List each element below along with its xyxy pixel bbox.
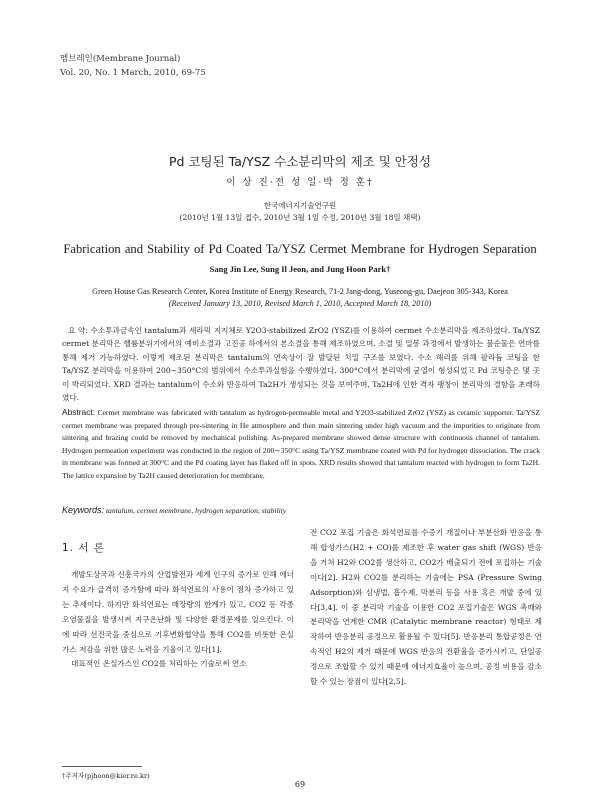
abstract-korean (62, 324, 540, 404)
abstract-english-text: Cermet membrane was fabricated with tantalum as hydrogen-permeable metal and Y2O3-stabilized ZrO2 (YSZ) as ceramic supporter. Ta/YSZ cermet membrane was prepared through pre-sintering in He atmosphere and then main sintering under high vacuum and the impurities to originate from sintering and brazing could be removed by mechanical polishing. As-prepared membrane showed dense structure with continuous channel of tantalum. Hydrogen permeation experiment was conducted in the region of 200∼350°C using Ta/YSZ membrane coated with Pd for hydrogen dissociation. The crack in membrane was formed at 300°C and the Pd coating layer has flaked off in spots. XRD results showed that tantalum reacted with hydrogen to form Ta2H. The lattice expansion by Ta2H caused deterioration for membrane. (62, 408, 541, 480)
affiliation-english: Green House Gas Research Center, Korea Institute of Energy Research, 71-2 Jang-dong, Yuseong-gu, Daejeon 305-343, Korea (92, 287, 508, 296)
abstract-english-label: Abstract: (62, 407, 96, 417)
intro-paragraph-3: 전 CO2 포집 기술은 화석연료를 수증기 개질이나 부분산화 반응을 통해 합성가스(H2 + CO)를 제조한 후 water gas shift (WGS) 반응을 거쳐 H2와 CO2를 생산하고, CO2가 배출되기 전에 포집하는 기술이다[2]. H2와 CO2를 분리하는 기술에는 PSA (Pressure Swing Adsorption)와 심냉법, 흡수제, 막분리 등을 사용 혹은 개발 중에 있다[3,4]. 이 중 분리막 기술을 이용한 CO2 포집기술은 WGS 촉매와 분리막을 연계한 CMR (Catalytic membrane reactor) 형태로 제작하여 반응분리 공정으로 활용될 수 있다[5]. 반응분리 통합공정은 연속적인 H2의 제거 때문에 WGS 반응의 전환율을 증가시키고, 단일공정으로 조합할 수 있기 때문에 에너지효율이 높으며, 공정 비용을 감소할 수 있는 장점이 있다[2,5]. (310, 528, 542, 687)
footnote-divider (62, 766, 142, 767)
section-heading-introduction: 1. 서 론 (62, 542, 105, 554)
footnote: †주저자(pjhoon@kier.re.kr) (62, 772, 150, 780)
title-korean: Pd 코팅된 Ta/YSZ 수소분리막의 제조 및 안정성 (168, 154, 431, 169)
journal-header (60, 52, 206, 80)
abstract-korean-text: 수소투과금속인 tantalum과 세라믹 지지체로 Y2O3-stabilized ZrO2 (YSZ)를 이용하여 cermet 수소분리막을 제조하였다. Ta/YSZ cermet 분리막은 헬륨분위기에서의 예비소결과 고진공 하에서의 본소결을 통해 제조하였으며, 소결 및 밀봉 과정에서 발생하는 불순물은 연마를 통해 제거 가능하였다. 이렇게 제조된 분리막은 tantalum의 연속상이 잘 발달된 치밀 구조를 보였다. 수소 해리를 위해 팔라듐 코팅을 한 Ta/YSZ 분리막을 이용하여 200∼350°C의 범위에서 수소투과실험을 수행하였다. 300°C에서 분리막에 균열이 형성되었고 Pd 코팅층은 몇 곳이 박리되었다. XRD 결과는 tantalum이 수소와 반응하여 Ta2H가 생성되는 것을 보여주며, Ta2H에 인한 격자 팽창이 분리막의 결함을 초래하였다. (62, 326, 540, 403)
authors-english: Sang Jin Lee, Sung Il Jeon, and Jung Hoon Park† (209, 264, 391, 274)
affiliation-korean: 한국에너지기술연구원 (263, 201, 337, 210)
intro-paragraph-1: 개발도상국과 신흥국가의 산업발전과 세계 인구의 증가로 인해 에너지 수요가 급격히 증가함에 따라 화석연료의 사용이 점차 증가하고 있는 추세이다. 하지만 화석연료는 매장량의 한계가 있고, CO2 등 각종 오염물질을 발생시켜 지구온난화 및 다양한 환경문제를 일으킨다. 이에 따라 선진국을 중심으로 기후변화협약을 통해 CO2를 비롯한 온실가스 저감을 위한 많은 노력을 기울이고 있다[1]. (62, 570, 294, 654)
affiliation-english-block (0, 286, 600, 310)
journal-volume: Vol. 20, No. 1 March, 2010, 69-75 (60, 68, 206, 78)
dates-english: (Received January 13, 2010, Revised March 1, 2010, Accepted March 18, 2010) (168, 299, 432, 308)
title-english: Fabrication and Stability of Pd Coated Ta/YSZ Cermet Membrane for Hydrogen Separation (63, 242, 537, 256)
journal-name: 멤브레인(Membrane Journal) (60, 54, 181, 64)
intro-right-column (310, 526, 542, 690)
keywords (62, 505, 540, 515)
authors-korean: 이 상 진·전 성 일·박 정 훈† (226, 177, 374, 188)
abstract-korean-label: 요 약: (68, 326, 88, 335)
page-number: 69 (294, 780, 306, 789)
affiliation-korean-block (0, 200, 600, 224)
intro-paragraph-2: 대표적인 온실가스인 CO2를 처리하는 기술로써 연소 (71, 659, 247, 669)
keywords-text: tantalum, cermet membrane, hydrogen separation, stability (105, 506, 287, 515)
keywords-label: Keywords: (62, 505, 105, 515)
dates-korean: (2010년 1월 13일 접수, 2010년 3월 1일 수정, 2010년 3월 18일 채택) (179, 213, 421, 222)
intro-left-column (62, 568, 294, 672)
abstract-english (62, 406, 540, 482)
